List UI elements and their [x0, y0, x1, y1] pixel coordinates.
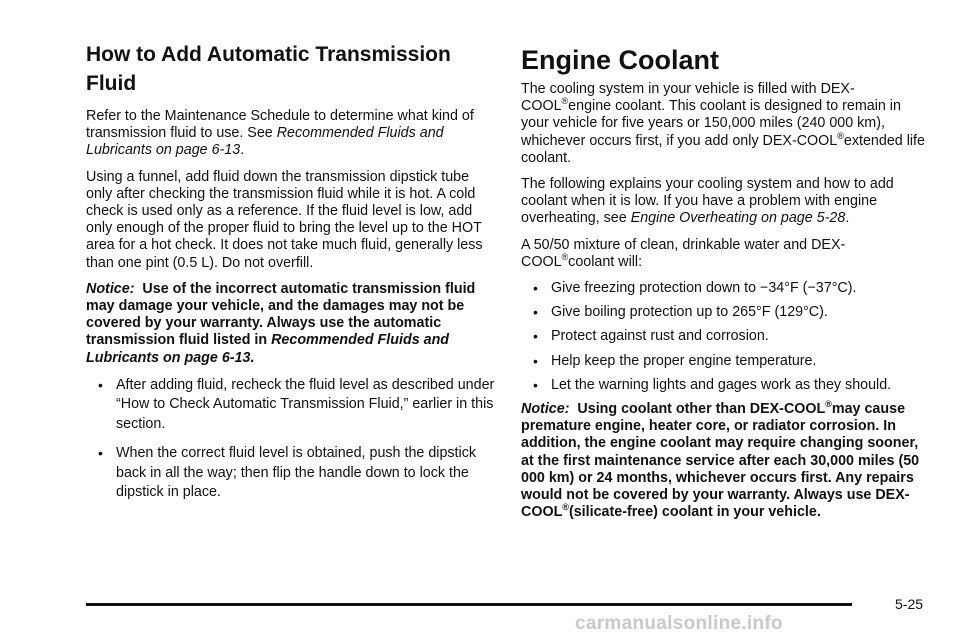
registered-mark: ® — [561, 96, 569, 107]
list-item: • Give freezing protection down to −34°F (−37°C). — [533, 280, 857, 297]
paragraph-add-fluid: Using a funnel, add fluid down the transmission dipstick tube only after checking the transmission fluid while it is hot. A cold check is used only as a reference. If the fluid level is low, add only enough of the proper fluid to bring the level up to the HOT area for a hot check. It does not take much fluid, generally less than one pint (0.5 L). Do not overfill. — [86, 168, 483, 271]
list-item: • Help keep the proper engine temperature. — [533, 352, 817, 369]
section-title-transmission-fluid: How to Add Automatic Transmission Fluid — [86, 43, 451, 95]
notice-transmission: Notice: Use of the incorrect automatic transmission fluid may damage your vehicle, and the damages may not be covered by your warranty. Always use the automatic transmission fluid listed in Recommended Fluids and Lubricants on page 6-13. — [86, 280, 476, 366]
right-column — [521, 40, 931, 530]
bullet-icon: • — [533, 352, 538, 369]
list-item: • When the correct fluid level is obtained, push the dipstick back in all the way; then flip the handle down to lock the dipstick in place. — [98, 445, 476, 501]
bullet-icon: • — [98, 445, 103, 462]
list-item: • Let the warning lights and gages work as they should. — [533, 376, 892, 393]
paragraph-mixture: A 50/50 mixture of clean, drinkable water and DEX-COOL®coolant will: — [521, 236, 846, 270]
bullet-list-coolant — [521, 280, 931, 394]
page-number: 5-25 — [895, 596, 924, 612]
section-title-engine-coolant: Engine Coolant — [521, 45, 719, 75]
registered-mark: ® — [837, 130, 844, 141]
footer-rule — [86, 603, 852, 606]
list-item: • Give boiling protection up to 265°F (129°C). — [533, 304, 828, 321]
bullet-list-transmission — [86, 376, 496, 503]
list-item: • After adding fluid, recheck the fluid level as described under “How to Check Automatic Transmission Fluid,” earlier in this section. — [98, 376, 495, 432]
paragraph-fluid-type: Refer to the Maintenance Schedule to determine what kind of transmission fluid to use. See Recommended Fluids and Lubricants on page 6-13. — [86, 108, 474, 159]
paragraph-how-to-add: The following explains your cooling system and how to add coolant when it is low. If you have a problem with engine overheating, see Engine Overheating on page 5-28. — [521, 176, 894, 227]
bullet-icon: • — [533, 328, 538, 345]
bullet-icon: • — [533, 280, 538, 297]
notice-coolant: Notice: Using coolant other than DEX-COOL®may cause premature engine, heater core, or radiator corrosion. In addition, the engine coolant may require changing sooner, at the first maintenance service after each 30,000 miles (50 000 km) or 24 months, whichever occurs first. Any repairs would not be covered by your warranty. Always use DEX-COOL®(silicate-free) coolant in your vehicle. — [521, 399, 920, 521]
paragraph-cooling-system: The cooling system in your vehicle is filled with DEX-COOL®engine coolant. This coolant is designed to remain in your vehicle for five years or 150,000 miles (240 000 km), whichever occurs first, if you add only DEX-COOL®extended life coolant. — [521, 81, 925, 166]
bullet-icon: • — [533, 304, 538, 321]
bullet-icon: • — [533, 376, 538, 393]
notice-label: Notice: — [521, 401, 570, 418]
bullet-icon: • — [98, 376, 103, 393]
watermark: carmanualsonline.info — [575, 613, 783, 634]
registered-mark: ® — [825, 399, 832, 410]
cross-reference-link[interactable]: Engine Overheating on page 5-28 — [630, 210, 846, 227]
notice-label: Notice: — [86, 280, 135, 297]
cross-reference-link[interactable]: Recommended Fluids and Lubricants on page 6-13 — [86, 125, 444, 159]
registered-mark: ® — [561, 252, 569, 263]
list-item: • Protect against rust and corrosion. — [533, 328, 769, 345]
left-column — [86, 40, 496, 513]
registered-mark: ® — [562, 502, 569, 513]
cross-reference-link[interactable]: Recommended Fluids and Lubricants on page 6-13 — [86, 332, 450, 366]
